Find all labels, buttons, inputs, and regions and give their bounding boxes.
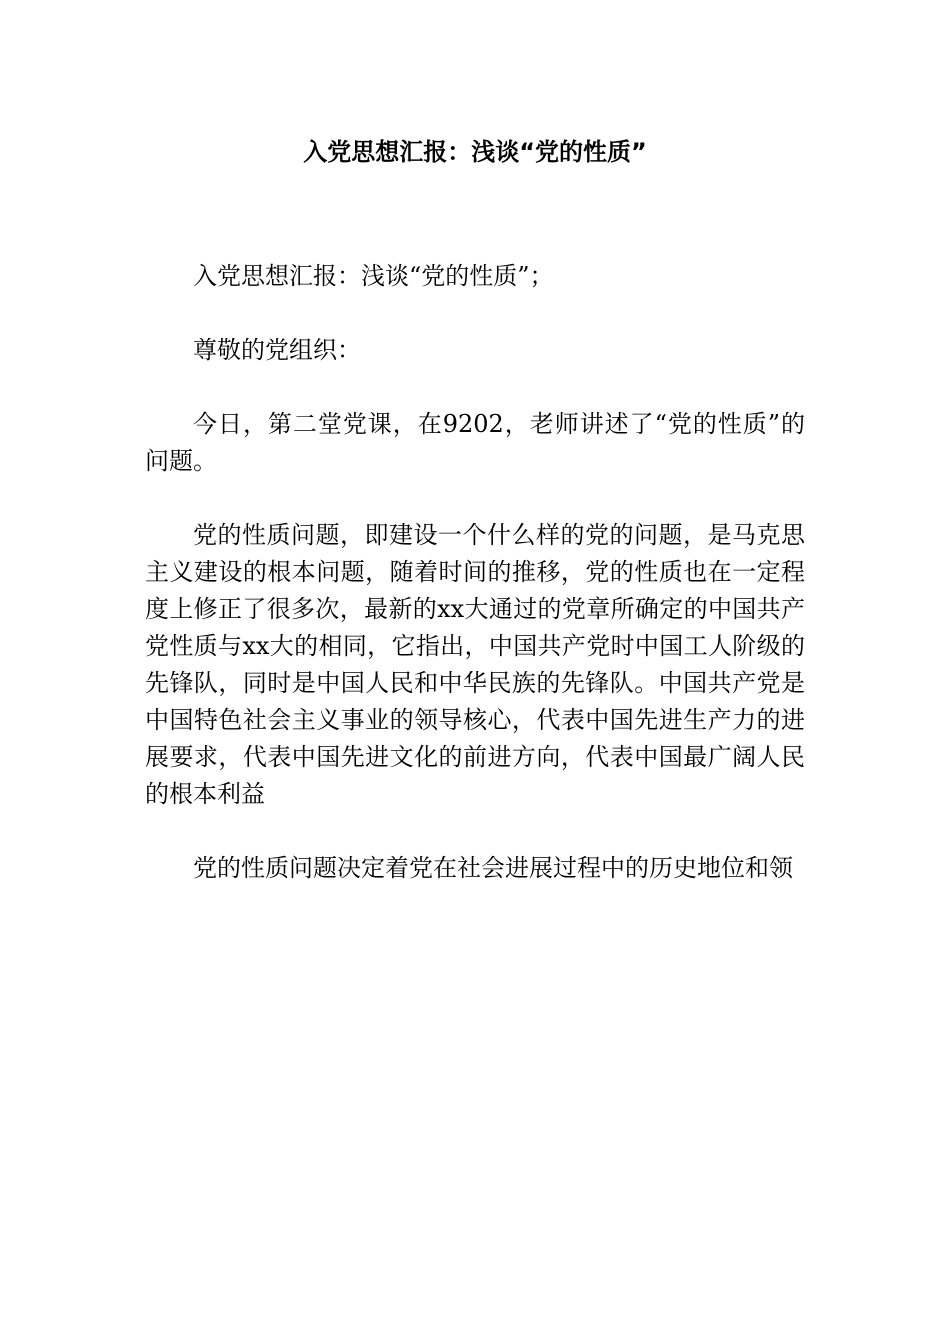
paragraph-intro: 今日，第二堂党课，在9202，老师讲述了“党的性质”的问题。 — [145, 410, 805, 475]
document-body — [145, 258, 805, 924]
document-title: 入党思想汇报：浅谈“党的性质” — [303, 138, 647, 166]
paragraph-salutation: 尊敬的党组织： — [193, 336, 361, 364]
paragraph-party-nature: 党的性质问题，即建设一个什么样的党的问题，是马克思主义建设的根本问题，随着时间的推移，党的性质也在一定程度上修正了很多次，最新的xx大通过的党章所确定的中国共产党性质与xx大的相同，它指出，中国共产党时中国工人阶级的先锋队，同时是中国人民和中华民族的先锋队。中国共产党是中国特色社会主义事业的领导核心，代表中国先进生产力的进展要求，代表中国先进文化的前进方向，代表中国最广阔人民的根本利益 — [145, 521, 805, 808]
paragraph-historical-role: 党的性质问题决定着党在社会进展过程中的历史地位和领 — [193, 854, 793, 882]
paragraph-heading-repeat: 入党思想汇报：浅谈“党的性质”； — [193, 262, 554, 290]
